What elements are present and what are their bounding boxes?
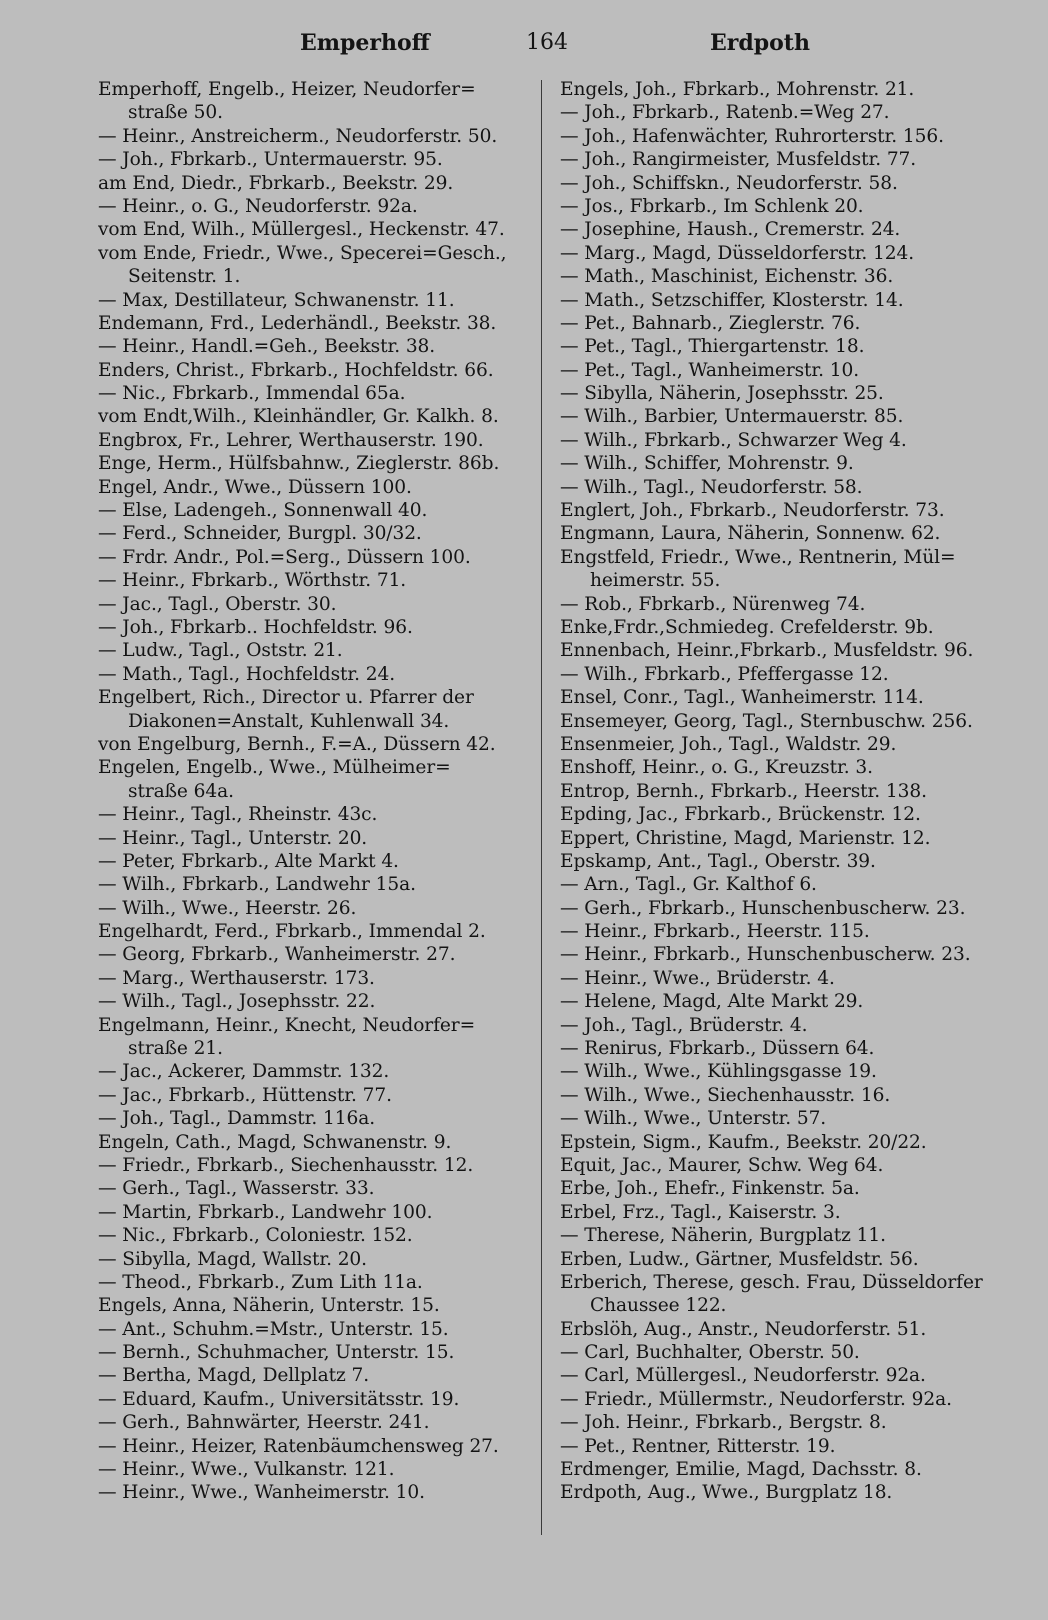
directory-entry: — Nic., Fbrkarb., Coloniestr. 152. <box>98 1225 413 1247</box>
directory-entry: — Arn., Tagl., Gr. Kalthof 6. <box>560 874 817 896</box>
directory-entry-continuation: Seitenstr. 1. <box>128 266 241 288</box>
directory-entry: Engelmann, Heinr., Knecht, Neudorfer= <box>98 1014 476 1036</box>
directory-entry: Eppert, Christine, Magd, Marienstr. 12. <box>560 827 931 849</box>
directory-entry: — Wilh., Wwe., Kühlingsgasse 19. <box>560 1061 877 1083</box>
directory-entry: — Heinr., Wwe., Wanheimerstr. 10. <box>98 1482 425 1504</box>
directory-entry: — Max, Destillateur, Schwanenstr. 11. <box>98 289 455 311</box>
directory-entry: Enke,Frdr.,Schmiedeg. Crefelderstr. 9b. <box>560 616 934 638</box>
directory-entry: — Josephine, Haush., Cremerstr. 24. <box>560 219 901 241</box>
directory-entry: Engelhardt, Ferd., Fbrkarb., Immendal 2. <box>98 921 486 943</box>
directory-entry: Enge, Herm., Hülfsbahnw., Zieglerstr. 86b. <box>98 453 500 475</box>
directory-entry: — Jac., Tagl., Oberstr. 30. <box>98 593 337 615</box>
directory-entry: Erbslöh, Aug., Anstr., Neudorferstr. 51. <box>560 1318 927 1340</box>
directory-entry: — Heinr., Tagl., Rheinstr. 43c. <box>98 804 378 826</box>
directory-entry: — Georg, Fbrkarb., Wanheimerstr. 27. <box>98 944 456 966</box>
directory-entry: — Ferd., Schneider, Burgpl. 30/32. <box>98 523 422 545</box>
directory-entry: — Nic., Fbrkarb., Immendal 65a. <box>98 383 406 405</box>
directory-entry: vom End, Wilh., Müllergesl., Heckenstr. 47. <box>98 219 505 241</box>
directory-entry: — Wilh., Barbier, Untermauerstr. 85. <box>560 406 904 428</box>
directory-entry: — Wilh., Wwe., Heerstr. 26. <box>98 897 357 919</box>
directory-entry: — Gerh., Tagl., Wasserstr. 33. <box>98 1178 375 1200</box>
right-column <box>560 78 992 1505</box>
directory-entry-continuation: straße 21. <box>128 1038 223 1060</box>
directory-entry: — Wilh., Fbrkarb., Schwarzer Weg 4. <box>560 429 907 451</box>
directory-entry: Epskamp, Ant., Tagl., Oberstr. 39. <box>560 850 876 872</box>
directory-entry: am End, Diedr., Fbrkarb., Beekstr. 29. <box>98 172 454 194</box>
directory-entry: — Eduard, Kaufm., Universitätsstr. 19. <box>98 1388 460 1410</box>
directory-entry: — Marg., Werthauserstr. 173. <box>98 967 375 989</box>
directory-entry: — Gerh., Fbrkarb., Hunschenbuscherw. 23. <box>560 897 966 919</box>
directory-entry: — Heinr., Anstreicherm., Neudorferstr. 50. <box>98 125 498 147</box>
directory-entry: Epding, Jac., Fbrkarb., Brückenstr. 12. <box>560 804 921 826</box>
directory-entry: Erdpoth, Aug., Wwe., Burgplatz 18. <box>560 1482 893 1504</box>
directory-entry: — Joh., Fbrkarb., Untermauerstr. 95. <box>98 149 443 171</box>
directory-entry-continuation: Diakonen=Anstalt, Kuhlenwall 34. <box>128 710 450 732</box>
directory-entry: — Frdr. Andr., Pol.=Serg., Düssern 100. <box>98 546 471 568</box>
directory-entry: — Peter, Fbrkarb., Alte Markt 4. <box>98 850 399 872</box>
directory-entry: — Pet., Tagl., Thiergartenstr. 18. <box>560 336 865 358</box>
directory-entry: Engstfeld, Friedr., Wwe., Rentnerin, Mül= <box>560 546 956 568</box>
page-header <box>0 30 1048 64</box>
directory-entry: — Heinr., Wwe., Brüderstr. 4. <box>560 967 835 989</box>
directory-entry: — Heinr., Fbrkarb., Hunschenbuscherw. 23. <box>560 944 971 966</box>
directory-entry: — Martin, Fbrkarb., Landwehr 100. <box>98 1201 433 1223</box>
directory-entry: Erbe, Joh., Ehefr., Finkenstr. 5a. <box>560 1178 860 1200</box>
directory-entry: Epstein, Sigm., Kaufm., Beekstr. 20/22. <box>560 1131 927 1153</box>
directory-entry: — Sibylla, Magd, Wallstr. 20. <box>98 1248 367 1270</box>
directory-entry: — Pet., Rentner, Ritterstr. 19. <box>560 1435 836 1457</box>
directory-entry: — Rob., Fbrkarb., Nürenweg 74. <box>560 593 866 615</box>
directory-entry: — Marg., Magd, Düsseldorferstr. 124. <box>560 242 915 264</box>
directory-entry: — Math., Setzschiffer, Klosterstr. 14. <box>560 289 904 311</box>
page-number: 164 <box>526 30 568 55</box>
directory-entry: Erben, Ludw., Gärtner, Musfeldstr. 56. <box>560 1248 919 1270</box>
directory-entry: — Math., Maschinist, Eichenstr. 36. <box>560 266 894 288</box>
directory-entry: — Helene, Magd, Alte Markt 29. <box>560 991 864 1013</box>
directory-entry: — Therese, Näherin, Burgplatz 11. <box>560 1225 886 1247</box>
directory-entry: Ensel, Conr., Tagl., Wanheimerstr. 114. <box>560 687 924 709</box>
directory-entry: von Engelburg, Bernh., F.=A., Düssern 42. <box>98 733 496 755</box>
directory-entry: Engmann, Laura, Näherin, Sonnenw. 62. <box>560 523 941 545</box>
directory-entry: — Wilh., Fbrkarb., Landwehr 15a. <box>98 874 416 896</box>
directory-entry-continuation: straße 50. <box>128 102 223 124</box>
directory-entry: — Jac., Fbrkarb., Hüttenstr. 77. <box>98 1084 392 1106</box>
directory-entry: — Wilh., Tagl., Neudorferstr. 58. <box>560 476 863 498</box>
directory-entry: — Carl, Müllergesl., Neudorferstr. 92a. <box>560 1365 926 1387</box>
directory-entry: Ensemeyer, Georg, Tagl., Sternbuschw. 256. <box>560 710 973 732</box>
directory-entry: vom Endt,Wilh., Kleinhändler, Gr. Kalkh. 8. <box>98 406 499 428</box>
directory-entry: Engbrox, Fr., Lehrer, Werthauserstr. 190. <box>98 429 484 451</box>
directory-entry: — Heinr., Tagl., Unterstr. 20. <box>98 827 368 849</box>
directory-entry: — Bertha, Magd, Dellplatz 7. <box>98 1365 370 1387</box>
directory-entry: — Sibylla, Näherin, Josephsstr. 25. <box>560 383 884 405</box>
directory-entry: — Wilh., Wwe., Unterstr. 57. <box>560 1108 827 1130</box>
directory-entry: Entrop, Bernh., Fbrkarb., Heerstr. 138. <box>560 780 927 802</box>
directory-entry: — Heinr., o. G., Neudorferstr. 92a. <box>98 195 418 217</box>
directory-entry: — Heinr., Wwe., Vulkanstr. 121. <box>98 1459 395 1481</box>
directory-entry-continuation: Chaussee 122. <box>590 1295 727 1317</box>
directory-entry: Englert, Joh., Fbrkarb., Neudorferstr. 73. <box>560 500 945 522</box>
directory-entry: Endemann, Frd., Lederhändl., Beekstr. 38. <box>98 312 497 334</box>
directory-entry: — Joh., Fbrkarb., Ratenb.=Weg 27. <box>560 102 890 124</box>
directory-entry: — Heinr., Heizer, Ratenbäumchensweg 27. <box>98 1435 499 1457</box>
directory-entry: Erbel, Frz., Tagl., Kaiserstr. 3. <box>560 1201 841 1223</box>
directory-entry: Enshoff, Heinr., o. G., Kreuzstr. 3. <box>560 757 873 779</box>
directory-entry: — Joh. Heinr., Fbrkarb., Bergstr. 8. <box>560 1412 887 1434</box>
directory-entry: — Joh., Hafenwächter, Ruhrorterstr. 156. <box>560 125 944 147</box>
directory-entry: Ennenbach, Heinr.,Fbrkarb., Musfeldstr. 96. <box>560 640 974 662</box>
directory-entry: — Wilh., Schiffer, Mohrenstr. 9. <box>560 453 854 475</box>
directory-entry: Engel, Andr., Wwe., Düssern 100. <box>98 476 412 498</box>
directory-entry: — Gerh., Bahnwärter, Heerstr. 241. <box>98 1412 430 1434</box>
directory-entry: — Friedr., Müllermstr., Neudorferstr. 92a. <box>560 1388 952 1410</box>
directory-entry: — Ludw., Tagl., Oststr. 21. <box>98 640 343 662</box>
directory-entry: Engelbert, Rich., Director u. Pfarrer der <box>98 687 474 709</box>
column-divider <box>541 80 542 1535</box>
directory-entry: Emperhoff, Engelb., Heizer, Neudorfer= <box>98 79 476 100</box>
directory-entry: — Joh., Fbrkarb.. Hochfeldstr. 96. <box>98 616 413 638</box>
directory-entry: — Math., Tagl., Hochfeldstr. 24. <box>98 663 396 685</box>
directory-entry: Erdmenger, Emilie, Magd, Dachsstr. 8. <box>560 1459 922 1481</box>
directory-entry: — Pet., Bahnarb., Zieglerstr. 76. <box>560 312 861 334</box>
directory-entry: Enders, Christ., Fbrkarb., Hochfeldstr. 66. <box>98 359 494 381</box>
directory-entry: — Wilh., Tagl., Josephsstr. 22. <box>98 991 376 1013</box>
directory-entry: Ensenmeier, Joh., Tagl., Waldstr. 29. <box>560 733 897 755</box>
directory-entry: Engels, Anna, Näherin, Unterstr. 15. <box>98 1295 440 1317</box>
directory-entry: — Theod., Fbrkarb., Zum Lith 11a. <box>98 1271 423 1293</box>
directory-entry: — Joh., Schiffskn., Neudorferstr. 58. <box>560 172 898 194</box>
directory-entry: — Renirus, Fbrkarb., Düssern 64. <box>560 1038 875 1060</box>
directory-entry: Engelen, Engelb., Wwe., Mülheimer= <box>98 757 451 779</box>
directory-entry: — Carl, Buchhalter, Oberstr. 50. <box>560 1342 860 1364</box>
directory-entry: — Pet., Tagl., Wanheimerstr. 10. <box>560 359 860 381</box>
directory-entry: — Bernh., Schuhmacher, Unterstr. 15. <box>98 1342 455 1364</box>
directory-entry: — Heinr., Handl.=Geh., Beekstr. 38. <box>98 336 436 358</box>
directory-entry: — Else, Ladengeh., Sonnenwall 40. <box>98 500 428 522</box>
header-last-entry: Erdpoth <box>710 30 810 56</box>
header-first-entry: Emperhoff <box>300 30 430 56</box>
directory-entry: — Wilh., Wwe., Siechenhausstr. 16. <box>560 1084 891 1106</box>
left-column <box>98 78 530 1505</box>
directory-entry: Engels, Joh., Fbrkarb., Mohrenstr. 21. <box>560 79 915 100</box>
directory-entry: Engeln, Cath., Magd, Schwanenstr. 9. <box>98 1131 452 1153</box>
directory-entry: — Joh., Tagl., Dammstr. 116a. <box>98 1108 376 1130</box>
directory-entry-continuation: heimerstr. 55. <box>590 570 721 592</box>
directory-entry: — Ant., Schuhm.=Mstr., Unterstr. 15. <box>98 1318 449 1340</box>
directory-entry: — Joh., Tagl., Brüderstr. 4. <box>560 1014 808 1036</box>
directory-entry: — Jac., Ackerer, Dammstr. 132. <box>98 1061 390 1083</box>
directory-entry: — Wilh., Fbrkarb., Pfeffergasse 12. <box>560 663 889 685</box>
directory-entry: — Friedr., Fbrkarb., Siechenhausstr. 12. <box>98 1154 474 1176</box>
directory-entry: — Heinr., Fbrkarb., Wörthstr. 71. <box>98 570 407 592</box>
directory-entry: — Joh., Rangirmeister, Musfeldstr. 77. <box>560 149 917 171</box>
directory-entry: Equit, Jac., Maurer, Schw. Weg 64. <box>560 1154 884 1176</box>
directory-entry: — Heinr., Fbrkarb., Heerstr. 115. <box>560 921 870 943</box>
directory-entry: vom Ende, Friedr., Wwe., Specerei=Gesch., <box>98 242 507 264</box>
directory-entry: — Jos., Fbrkarb., Im Schlenk 20. <box>560 195 864 217</box>
directory-entry-continuation: straße 64a. <box>128 780 234 802</box>
directory-entry: Erberich, Therese, gesch. Frau, Düsseldorfer <box>560 1271 983 1293</box>
